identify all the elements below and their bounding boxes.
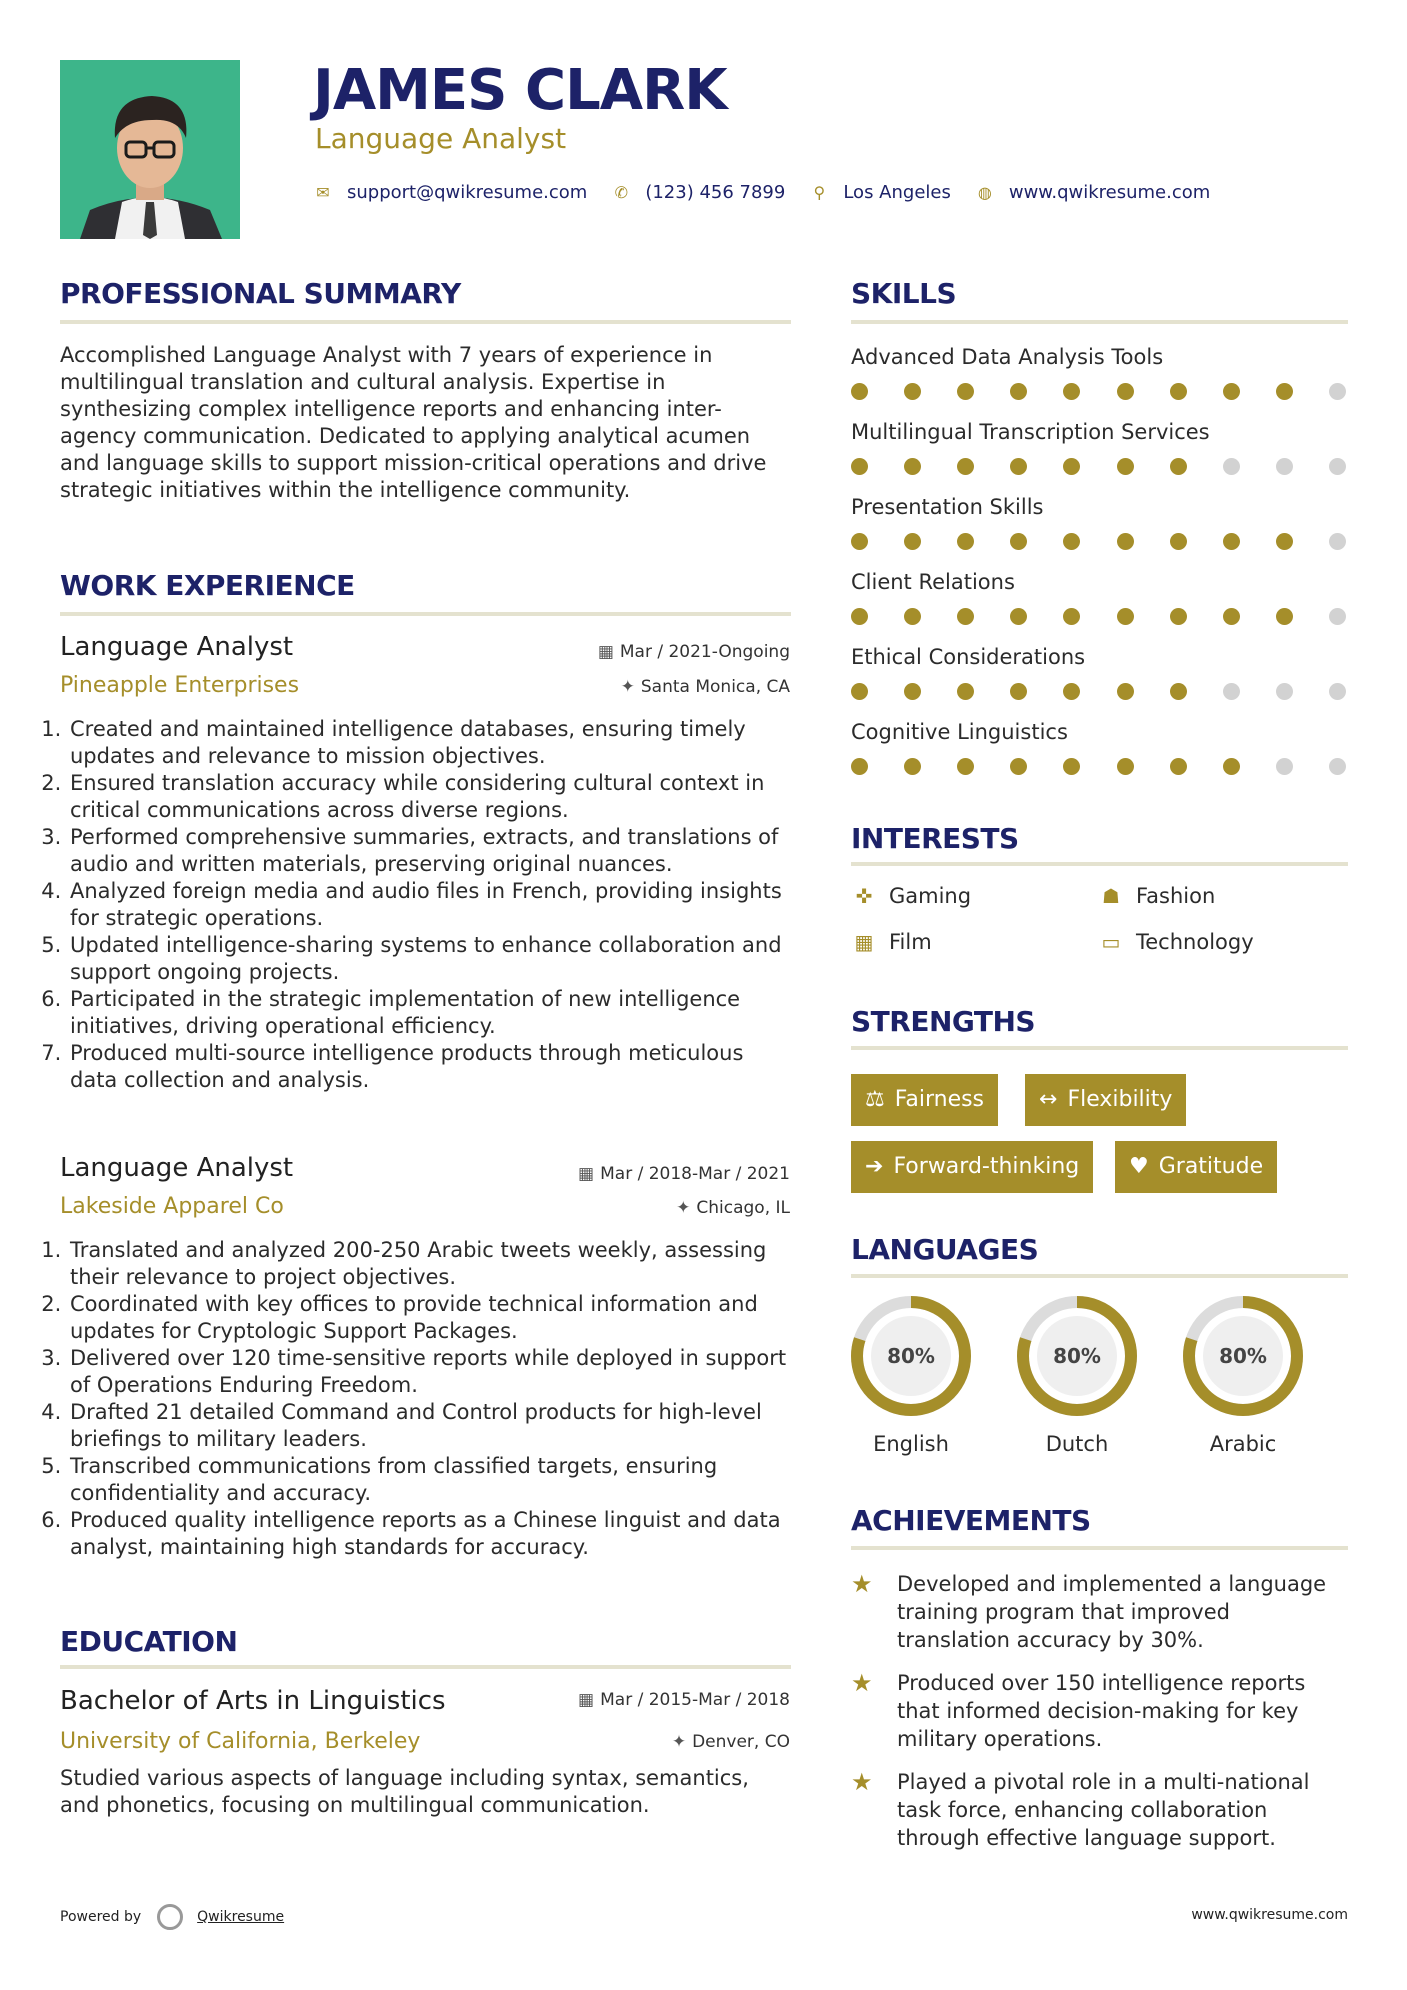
- shopping-bag-icon: ☗: [1102, 884, 1120, 908]
- globe-icon: ◍: [977, 182, 992, 202]
- section-divider: [60, 320, 791, 324]
- language-ring: [1181, 1294, 1305, 1418]
- rating-dot-filled: [1010, 758, 1027, 775]
- job-1-title: Language Analyst: [60, 632, 294, 662]
- rating-dot-filled: [1276, 608, 1293, 625]
- rating-dot-empty: [1329, 458, 1346, 475]
- achievement-item: [851, 1669, 1346, 1753]
- language-ring: [1015, 1294, 1139, 1418]
- skill-rating: [851, 608, 1346, 625]
- job-2-company: Lakeside Apparel Co: [60, 1194, 284, 1219]
- skills-heading: SKILLS: [851, 277, 957, 310]
- list-item: 6. Participated in the strategic implementation of new intelligence initiatives, driving operational efficiency.: [68, 986, 794, 1040]
- candidate-name: JAMES CLARK: [313, 58, 727, 123]
- rating-dot-filled: [1276, 533, 1293, 550]
- rating-dot-filled: [1063, 758, 1080, 775]
- calendar-icon: ▦: [578, 1690, 595, 1710]
- skill-item: [851, 718, 1346, 775]
- powered-by-label: Powered by: [60, 1909, 142, 1925]
- rating-dot-filled: [1063, 383, 1080, 400]
- list-item: 2. Coordinated with key offices to provide technical information and updates for Cryptologic Support Packages.: [68, 1291, 794, 1345]
- candidate-role: Language Analyst: [315, 122, 567, 155]
- education-heading: EDUCATION: [60, 1625, 238, 1658]
- rating-dot-filled: [851, 608, 868, 625]
- contact-website[interactable]: [975, 182, 1210, 203]
- skill-name: Multilingual Transcription Services: [851, 420, 1210, 444]
- education-description: Studied various aspects of language including syntax, semantics, and phonetics, focusing on multilingual communication.: [60, 1766, 749, 1817]
- interest-label: Gaming: [889, 884, 972, 908]
- strength-label: Gratitude: [1158, 1154, 1264, 1179]
- work-heading: WORK EXPERIENCE: [60, 569, 355, 602]
- rating-dot-filled: [851, 683, 868, 700]
- job-2-bullets: [50, 1237, 794, 1561]
- rating-dot-filled: [1117, 683, 1134, 700]
- rating-dot-filled: [1010, 458, 1027, 475]
- pushpin-icon: ✦: [671, 1732, 687, 1752]
- list-item: 1. Created and maintained intelligence databases, ensuring timely updates and relevance to mission objectives.: [68, 716, 794, 770]
- interest-label: Film: [889, 930, 932, 954]
- job-2-location-text: Chicago, IL: [696, 1198, 790, 1218]
- rating-dot-filled: [957, 533, 974, 550]
- rating-dot-empty: [1329, 608, 1346, 625]
- strength-label: Flexibility: [1067, 1087, 1173, 1112]
- contact-location-text: Los Angeles: [843, 181, 951, 203]
- skill-name: Presentation Skills: [851, 495, 1044, 519]
- job-1-location: [621, 677, 790, 697]
- star-icon: ★: [851, 1669, 873, 1697]
- rating-dot-filled: [1010, 683, 1027, 700]
- rating-dot-filled: [1170, 533, 1187, 550]
- pushpin-icon: ✦: [676, 1198, 691, 1218]
- rating-dot-filled: [904, 683, 921, 700]
- arrow-right-icon: ➔: [865, 1154, 884, 1179]
- rating-dot-filled: [851, 533, 868, 550]
- contact-location: [809, 182, 951, 203]
- list-item: 5. Transcribed communications from classified targets, ensuring confidentiality and accuracy.: [68, 1453, 794, 1507]
- envelope-icon: ✉: [316, 182, 330, 202]
- strength-badge-flexibility: [1025, 1074, 1186, 1126]
- language-name: Arabic: [1209, 1432, 1277, 1456]
- interest-gaming: [851, 884, 971, 908]
- rating-dot-filled: [1223, 758, 1240, 775]
- job-2-dates: [578, 1164, 790, 1184]
- skill-rating: [851, 383, 1346, 400]
- laptop-icon: ▭: [1101, 930, 1121, 954]
- heart-icon: ♥: [1129, 1154, 1149, 1179]
- rating-dot-filled: [957, 683, 974, 700]
- list-item: 4. Analyzed foreign media and audio files in French, providing insights for strategic operations.: [68, 878, 794, 932]
- avatar-illustration: [60, 60, 240, 239]
- strengths-heading: STRENGTHS: [851, 1005, 1036, 1038]
- skill-name: Cognitive Linguistics: [851, 720, 1068, 744]
- rating-dot-filled: [1117, 533, 1134, 550]
- language-name: Dutch: [1045, 1432, 1109, 1456]
- section-divider: [60, 612, 791, 616]
- rating-dot-filled: [904, 458, 921, 475]
- rating-dot-empty: [1276, 683, 1293, 700]
- list-item: 1. Translated and analyzed 200-250 Arabic tweets weekly, assessing their relevance to project objectives.: [68, 1237, 794, 1291]
- rating-dot-filled: [851, 758, 868, 775]
- rating-dot-empty: [1223, 458, 1240, 475]
- rating-dot-filled: [1170, 458, 1187, 475]
- skill-item: [851, 343, 1346, 400]
- rating-dot-filled: [1170, 608, 1187, 625]
- section-divider: [851, 1546, 1348, 1550]
- rating-dot-filled: [1063, 683, 1080, 700]
- summary-heading: PROFESSIONAL SUMMARY: [60, 277, 461, 310]
- rating-dot-empty: [1223, 683, 1240, 700]
- strength-badge-forward-thinking: [851, 1141, 1093, 1193]
- rating-dot-filled: [1063, 458, 1080, 475]
- achievement-item: [851, 1768, 1346, 1852]
- rating-dot-empty: [1329, 533, 1346, 550]
- list-item: 3. Delivered over 120 time-sensitive reports while deployed in support of Operations Enduring Freedom.: [68, 1345, 794, 1399]
- location-pin-icon: ⚲: [813, 182, 826, 202]
- strength-label: Forward-thinking: [893, 1154, 1080, 1179]
- skill-rating: [851, 758, 1346, 775]
- skill-name: Advanced Data Analysis Tools: [851, 345, 1164, 369]
- skill-item: [851, 418, 1346, 475]
- rating-dot-filled: [957, 458, 974, 475]
- rating-dot-filled: [1010, 533, 1027, 550]
- rating-dot-filled: [1010, 383, 1027, 400]
- skill-rating: [851, 458, 1346, 475]
- achievement-text: Developed and implemented a language training program that improved translation accuracy by 30%.: [897, 1572, 1327, 1652]
- rating-dot-empty: [1276, 458, 1293, 475]
- list-item: 6. Produced quality intelligence reports as a Chinese linguist and data analyst, maintaining high standards for accuracy.: [68, 1507, 794, 1561]
- qwikresume-logo-icon: [157, 1904, 183, 1930]
- language-item: [1015, 1294, 1139, 1456]
- rating-dot-empty: [1329, 383, 1346, 400]
- language-name: English: [873, 1432, 949, 1456]
- brand-link[interactable]: Qwikresume: [197, 1909, 285, 1925]
- rating-dot-filled: [904, 383, 921, 400]
- contact-bar: [313, 178, 1234, 206]
- achievements-heading: ACHIEVEMENTS: [851, 1504, 1091, 1537]
- job-1-company: Pineapple Enterprises: [60, 673, 300, 698]
- footer-powered-by: [60, 1904, 284, 1930]
- school-name: University of California, Berkeley: [60, 1729, 421, 1754]
- job-1-dates-text: Mar / 2021-Ongoing: [619, 642, 790, 662]
- rating-dot-filled: [1010, 608, 1027, 625]
- language-item: [849, 1294, 973, 1456]
- rating-dot-filled: [904, 608, 921, 625]
- list-item: 7. Produced multi-source intelligence products through meticulous data collection and analysis.: [68, 1040, 794, 1094]
- language-item: [1181, 1294, 1305, 1456]
- profile-photo: [60, 60, 240, 239]
- education-location-text: Denver, CO: [692, 1732, 790, 1752]
- job-2-location: [676, 1198, 790, 1218]
- rating-dot-filled: [1223, 533, 1240, 550]
- contact-phone[interactable]: [611, 182, 785, 203]
- interest-technology: [1098, 930, 1254, 954]
- language-ring: [849, 1294, 973, 1418]
- section-divider: [60, 1665, 791, 1669]
- contact-phone-text: (123) 456 7899: [645, 181, 786, 203]
- contact-email-text: support@qwikresume.com: [347, 181, 588, 203]
- skill-rating: [851, 683, 1346, 700]
- phone-icon: ✆: [614, 182, 629, 202]
- section-divider: [851, 320, 1348, 324]
- balance-scale-icon: ⚖: [865, 1087, 885, 1112]
- star-icon: ★: [851, 1570, 873, 1598]
- arrows-horizontal-icon: ↔: [1039, 1087, 1058, 1112]
- interest-label: Technology: [1136, 930, 1254, 954]
- pushpin-icon: ✦: [620, 677, 635, 697]
- rating-dot-filled: [1117, 758, 1134, 775]
- rating-dot-filled: [1223, 383, 1240, 400]
- list-item: 4. Drafted 21 detailed Command and Control products for high-level briefings to military leaders.: [68, 1399, 794, 1453]
- achievement-text: Played a pivotal role in a multi-national task force, enhancing collaboration through effective language support.: [897, 1770, 1310, 1850]
- rating-dot-filled: [1170, 758, 1187, 775]
- skill-rating: [851, 533, 1346, 550]
- language-percent: 80%: [1053, 1344, 1101, 1368]
- languages-heading: LANGUAGES: [851, 1233, 1039, 1266]
- degree-title: Bachelor of Arts in Linguistics: [60, 1686, 446, 1716]
- rating-dot-filled: [957, 608, 974, 625]
- language-percent: 80%: [887, 1344, 935, 1368]
- rating-dot-filled: [1117, 383, 1134, 400]
- contact-email[interactable]: [313, 182, 587, 203]
- job-1-dates: [598, 642, 790, 662]
- rating-dot-filled: [904, 758, 921, 775]
- footer-url[interactable]: www.qwikresume.com: [1191, 1907, 1348, 1923]
- list-item: 2. Ensured translation accuracy while considering cultural context in critical communications across diverse regions.: [68, 770, 794, 824]
- list-item: 3. Performed comprehensive summaries, extracts, and translations of audio and written materials, preserving original nuances.: [68, 824, 794, 878]
- rating-dot-filled: [851, 458, 868, 475]
- interest-label: Fashion: [1136, 884, 1216, 908]
- job-2-dates-text: Mar / 2018-Mar / 2021: [600, 1164, 790, 1184]
- strength-badge-gratitude: [1115, 1141, 1277, 1193]
- education-dates-text: Mar / 2015-Mar / 2018: [600, 1690, 790, 1710]
- interest-fashion: [1098, 884, 1215, 908]
- section-divider: [851, 862, 1348, 866]
- skill-name: Client Relations: [851, 570, 1015, 594]
- calendar-icon: ▦: [578, 1164, 595, 1184]
- education-location: [672, 1732, 790, 1752]
- strength-badge-fairness: [851, 1074, 998, 1126]
- language-percent: 80%: [1219, 1344, 1267, 1368]
- list-item: 5. Updated intelligence-sharing systems to enhance collaboration and support ongoing projects.: [68, 932, 794, 986]
- skill-item: [851, 643, 1346, 700]
- interests-heading: INTERESTS: [851, 822, 1019, 855]
- rating-dot-filled: [1063, 533, 1080, 550]
- skill-name: Ethical Considerations: [851, 645, 1086, 669]
- gamepad-icon: ✜: [855, 884, 873, 908]
- rating-dot-filled: [1276, 383, 1293, 400]
- contact-website-text: www.qwikresume.com: [1008, 181, 1211, 203]
- job-1-bullets: [50, 716, 794, 1094]
- skill-item: [851, 568, 1346, 625]
- achievement-text: Produced over 150 intelligence reports that informed decision-making for key military operations.: [897, 1671, 1306, 1751]
- rating-dot-filled: [851, 383, 868, 400]
- rating-dot-filled: [957, 758, 974, 775]
- summary-text: Accomplished Language Analyst with 7 years of experience in multilingual translation and cultural analysis. Expertise in synthesizing complex intelligence reports and enhancing inter-agency communication. Dedicated to applying analytical acumen and language skills to support mission-critical operations and drive strategic initiatives within the intelligence community.: [60, 343, 767, 502]
- rating-dot-filled: [1117, 458, 1134, 475]
- section-divider: [851, 1274, 1348, 1278]
- rating-dot-empty: [1329, 758, 1346, 775]
- strength-label: Fairness: [894, 1087, 985, 1112]
- calendar-icon: ▦: [597, 642, 614, 662]
- education-dates: [578, 1690, 790, 1710]
- rating-dot-filled: [1170, 383, 1187, 400]
- rating-dot-filled: [957, 383, 974, 400]
- rating-dot-filled: [904, 533, 921, 550]
- rating-dot-filled: [1170, 683, 1187, 700]
- job-1-location-text: Santa Monica, CA: [640, 677, 790, 697]
- section-divider: [851, 1046, 1348, 1050]
- job-2-title: Language Analyst: [60, 1153, 294, 1183]
- achievement-item: [851, 1570, 1346, 1654]
- rating-dot-empty: [1329, 683, 1346, 700]
- rating-dot-empty: [1276, 758, 1293, 775]
- interest-film: [851, 930, 932, 954]
- rating-dot-filled: [1223, 608, 1240, 625]
- skill-item: [851, 493, 1346, 550]
- rating-dot-filled: [1117, 608, 1134, 625]
- star-icon: ★: [851, 1768, 873, 1796]
- rating-dot-filled: [1063, 608, 1080, 625]
- film-icon: ▦: [854, 930, 874, 954]
